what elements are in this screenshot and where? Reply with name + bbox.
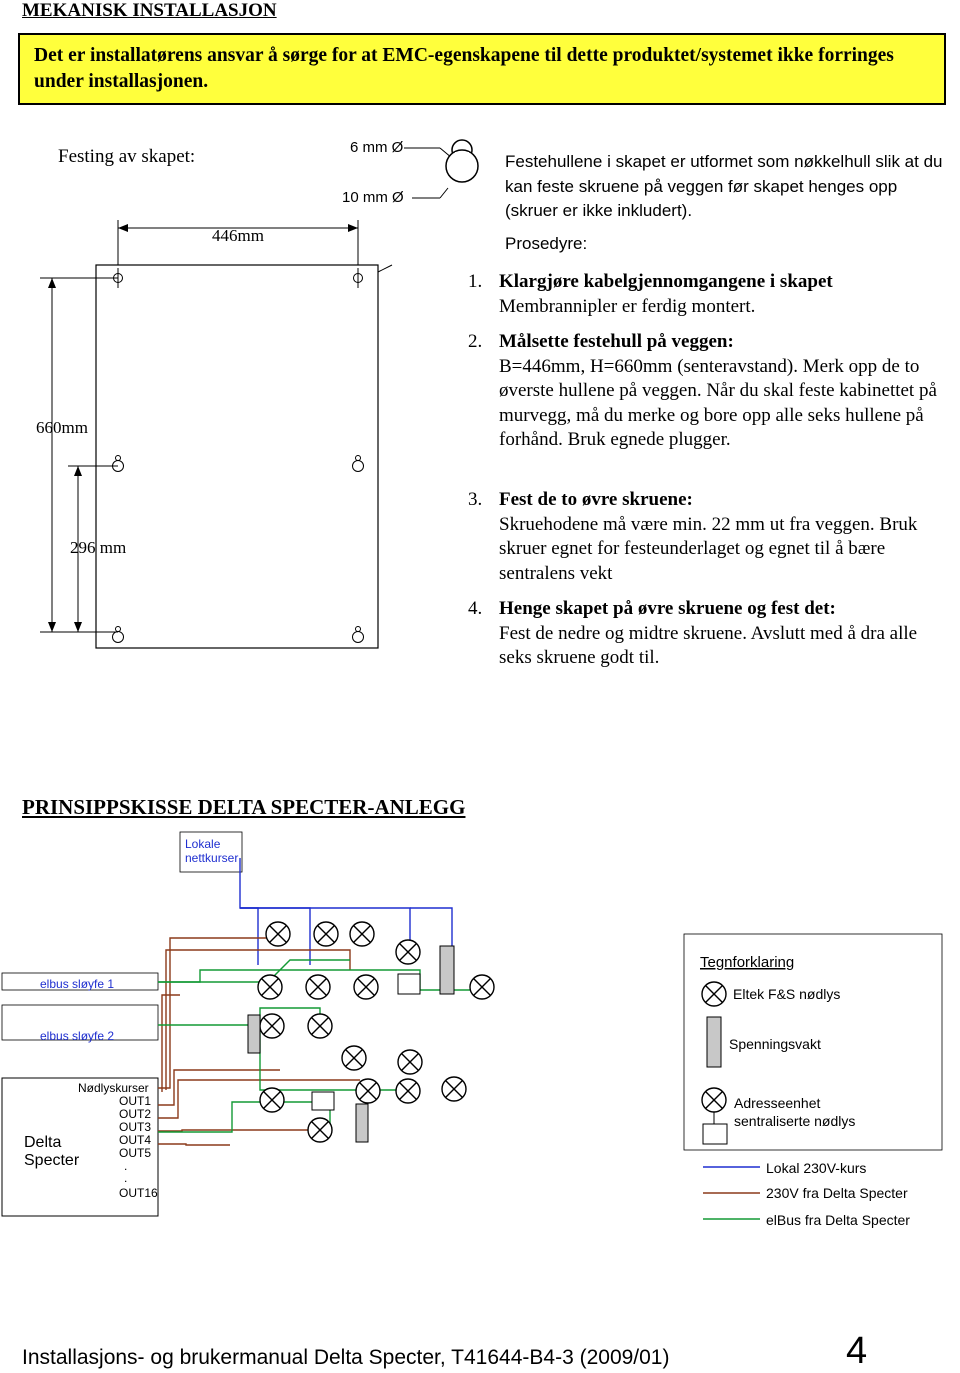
procedure-label: Prosedyre: [505, 234, 588, 253]
cabinet-outline [96, 265, 378, 648]
step-4: 4. Henge skapet på øvre skruene og fest det: Fest de nedre og midtre skruene. Avslutt med å dra alle seks skruene godt til. [468, 598, 918, 668]
width-dimension: 446mm [212, 226, 264, 245]
svg-text:OUT16: OUT16 [119, 1186, 158, 1200]
voltage-monitor-icon [707, 1017, 721, 1067]
panel-label: Delta [24, 1134, 62, 1151]
section-title-mechanical: MEKANISK INSTALLASJON [22, 0, 277, 21]
outputs-header: Nødlyskurser [78, 1081, 149, 1095]
svg-text:nettkurser: nettkurser [185, 851, 239, 865]
local-circuits-label: Lokale [185, 837, 221, 851]
hole-small-label: 6 mm Ø [350, 139, 404, 156]
step-3: 3. Fest de to øvre skruene: Skruehodene må være min. 22 mm ut fra veggen. Bruk skruer egnet for festeunderlaget og egnet til å bære sentralens vekt [468, 489, 918, 584]
emc-notice-box: Det er installatørens ansvar å sørge for at EMC-egenskapene til dette produktet/systemet ikke forringes under installasjonen. [18, 33, 946, 105]
svg-text:.: . [124, 1171, 128, 1185]
section-title-principle: PRINSIPPSKISSE DELTA SPECTER-ANLEGG [22, 795, 466, 819]
page-number: 4 [846, 1330, 868, 1372]
step-1: 1. Klargjøre kabelgjennomgangene i skapet Membrannipler er ferdig montert. [468, 271, 833, 317]
svg-text:.: . [124, 1159, 128, 1173]
svg-text:elBus fra Delta Specter: elBus fra Delta Specter [766, 1212, 910, 1228]
legend-title: Tegnforklaring [700, 954, 795, 971]
svg-text:elbus sløyfe 1: elbus sløyfe 1 [40, 977, 115, 991]
keyhole-intro: Festehullene i skapet er utformet som nøkkelhull slik at du kan feste skruene på veggen før skapet henges opp (skruer er ikke inkludert). [505, 152, 943, 220]
principle-diagram [0, 830, 960, 1250]
hole-large-label: 10 mm Ø [342, 189, 404, 206]
keyhole-icon [446, 140, 478, 182]
svg-text:Specter: Specter [24, 1152, 80, 1169]
svg-text:OUT2: OUT2 [119, 1107, 152, 1121]
svg-text:OUT3: OUT3 [119, 1120, 152, 1134]
svg-text:OUT5: OUT5 [119, 1146, 152, 1160]
step-2: 2. Målsette festehull på veggen: B=446mm, H=660mm (senteravstand). Merk opp de to øverste hullene på veggen. Når du skal feste kabinettet på murvegg, må du merke og bore opp alle seks hullene på forhånd. Bruk egnede plugger. [468, 331, 937, 450]
half-height-dimension: 296 mm [70, 538, 127, 557]
height-dimension: 660mm [36, 418, 88, 437]
svg-text:Lokal 230V-kurs: Lokal 230V-kurs [766, 1160, 867, 1176]
svg-text:OUT1: OUT1 [119, 1094, 152, 1108]
legend-item-monitor: Spenningsvakt [729, 1036, 821, 1052]
svg-text:elbus sløyfe 2: elbus sløyfe 2 [40, 1029, 115, 1043]
legend-item-address: Adresseenhet [734, 1095, 821, 1111]
svg-text:230V fra Delta Specter: 230V fra Delta Specter [766, 1185, 908, 1201]
svg-text:sentraliserte nødlys: sentraliserte nødlys [734, 1113, 856, 1129]
mount-heading: Festing av skapet: [58, 146, 196, 167]
legend-item-light: Eltek F&S nødlys [733, 986, 841, 1002]
emergency-light-icon [702, 982, 726, 1006]
svg-text:OUT4: OUT4 [119, 1133, 152, 1147]
footer-text: Installasjons- og brukermanual Delta Specter, T41644-B4-3 (2009/01) [22, 1346, 670, 1369]
